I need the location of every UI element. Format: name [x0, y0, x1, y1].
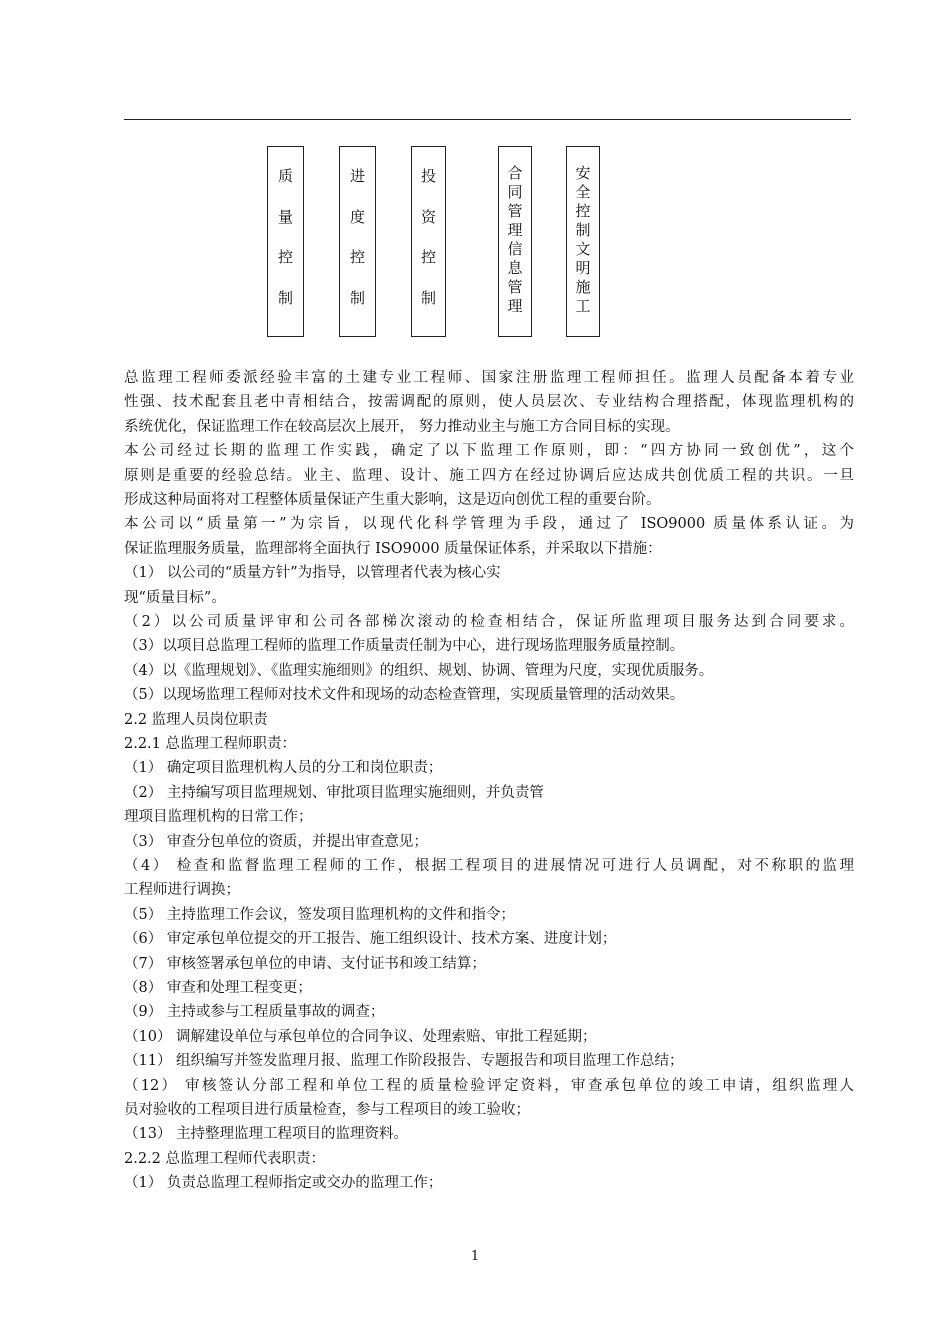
box-char: 安	[575, 164, 591, 182]
box-char: 控	[349, 248, 365, 267]
box-char: 管	[507, 202, 523, 220]
text-line: （4）以《监理规划》、《监理实施细则》的组织、规划、协调、管理为尺度，实现优质服务。	[124, 662, 714, 679]
box-char: 施	[575, 278, 591, 296]
box-char: 制	[575, 221, 591, 239]
text-line: 性强、技术配套且老中青相结合，按需调配的原则，使人员层次、专业结构合理搭配，体现监理机构的	[124, 394, 854, 411]
org-box-schedule-control	[339, 146, 376, 337]
box-char: 进	[349, 167, 365, 185]
text-line: （6） 审定承包单位提交的开工报告、施工组织设计、技术方案、进度计划；	[124, 931, 617, 948]
box-char: 理	[507, 221, 523, 239]
text-line: 工程师进行调换；	[124, 882, 240, 899]
box-char: 控	[420, 248, 436, 267]
box-char: 理	[507, 297, 523, 315]
box-char: 控	[277, 248, 293, 267]
org-box-contract-info-management	[498, 146, 532, 337]
text-line: （10） 调解建设单位与承包单位的合同争议、处理索赔、审批工程延期；	[124, 1028, 597, 1045]
box-char: 制	[420, 288, 436, 307]
text-line: （8） 审查和处理工程变更；	[124, 980, 312, 996]
text-line: 现“质量目标”。	[124, 589, 226, 606]
box-char: 管	[507, 278, 523, 296]
text-line: 本公司经过长期的监理工作实践，确定了以下监理工作原则，即：“四方协同一致创优”，这个	[124, 443, 854, 460]
text-line: （13） 主持整理监理工程项目的监理资料。	[124, 1126, 409, 1143]
text-line: 本公司以“质量第一”为宗旨，以现代化科学管理为手段，通过了 ISO9000 质量体系认证。为	[124, 516, 854, 533]
text-line: （4） 检查和监督监理工程师的工作，根据工程项目的进展情况可进行人员调配，对不称职的监理	[124, 858, 854, 874]
text-line: （1） 负责总监理工程师指定或交办的监理工作；	[124, 1175, 443, 1192]
text-line: 形成这种局面将对工程整体质量保证产生重大影响，这是迈向创优工程的重要台阶。	[124, 492, 661, 508]
box-char: 工	[575, 297, 591, 315]
page-number: 1	[470, 1249, 480, 1264]
text-line: （2）以公司质量评审和公司各部梯次滚动的检查相结合，保证所监理项目服务达到合同要求。	[124, 614, 854, 630]
text-line: （1） 以公司的“质量方针”为指导，以管理者代表为核心实	[124, 565, 501, 582]
box-char: 信	[507, 240, 523, 258]
box-char: 制	[349, 288, 365, 307]
box-char: 质	[277, 167, 293, 185]
text-line: 保证监理服务质量，监理部将全面执行 ISO9000 质量保证体系，并采取以下措施：	[124, 540, 662, 557]
box-char: 息	[507, 259, 523, 277]
text-line: （5） 主持监理工作会议，签发项目监理机构的文件和指令；	[124, 906, 515, 923]
org-box-quality-control	[267, 146, 304, 337]
box-char: 度	[349, 207, 365, 226]
text-line: （5）以现场监理工程师对技术文件和现场的动态检查管理，实现质量管理的活动效果。	[124, 687, 685, 704]
box-char: 资	[420, 207, 436, 226]
org-box-safety-civilized-construction	[566, 146, 600, 337]
text-line: 总监理工程师委派经验丰富的土建专业工程师、国家注册监理工程师担任。监理人员配备本着专业	[124, 370, 854, 386]
header-rule	[124, 119, 851, 120]
text-line: （2） 主持编写项目监理规划、审批项目监理实施细则，并负责管	[124, 784, 544, 801]
box-char: 控	[575, 202, 591, 220]
text-line: （12） 审核签认分部工程和单位工程的质量检验评定资料，审查承包单位的竣工申请，组织监理人	[124, 1077, 854, 1094]
text-line: 系统优化，保证监理工作在较高层次上展开， 努力推动业主与施工方合同目标的实现。	[124, 418, 680, 435]
text-line: （11） 组织编写并签发监理月报、监理工作阶段报告、专题报告和项目监理工作总结；	[124, 1053, 684, 1070]
text-line: （3）以项目总监理工程师的监理工作质量责任制为中心，进行现场监理服务质量控制。	[124, 638, 685, 655]
box-char: 投	[420, 167, 436, 185]
text-line: 2.2.2 总监理工程师代表职责：	[124, 1150, 326, 1167]
text-line: （9） 主持或参与工程质量事故的调查；	[124, 1004, 385, 1021]
text-line: 2.2 监理人员岗位职责	[124, 711, 268, 728]
text-line: 原则是重要的经验总结。业主、监理、设计、施工四方在经过协调后应达成共创优质工程的共识。一旦	[124, 467, 854, 484]
box-char: 全	[575, 183, 591, 201]
text-line: 2.2.1 总监理工程师职责：	[124, 736, 297, 752]
text-line: （7） 审核签署承包单位的申请、支付证书和竣工结算；	[124, 955, 486, 972]
text-line: （1） 确定项目监理机构人员的分工和岗位职责；	[124, 760, 443, 777]
box-char: 制	[277, 288, 293, 307]
org-box-investment-control	[411, 146, 446, 337]
text-line: （3） 审查分包单位的资质，并提出审查意见；	[124, 833, 428, 850]
box-char: 文	[575, 240, 591, 258]
box-char: 同	[507, 183, 523, 201]
text-line: 理项目监理机构的日常工作；	[124, 809, 313, 826]
box-char: 合	[507, 164, 523, 182]
box-char: 明	[575, 259, 591, 277]
text-line: 员对验收的工程项目进行质量检查，参与工程项目的竣工验收；	[124, 1102, 530, 1118]
box-char: 量	[277, 207, 293, 226]
